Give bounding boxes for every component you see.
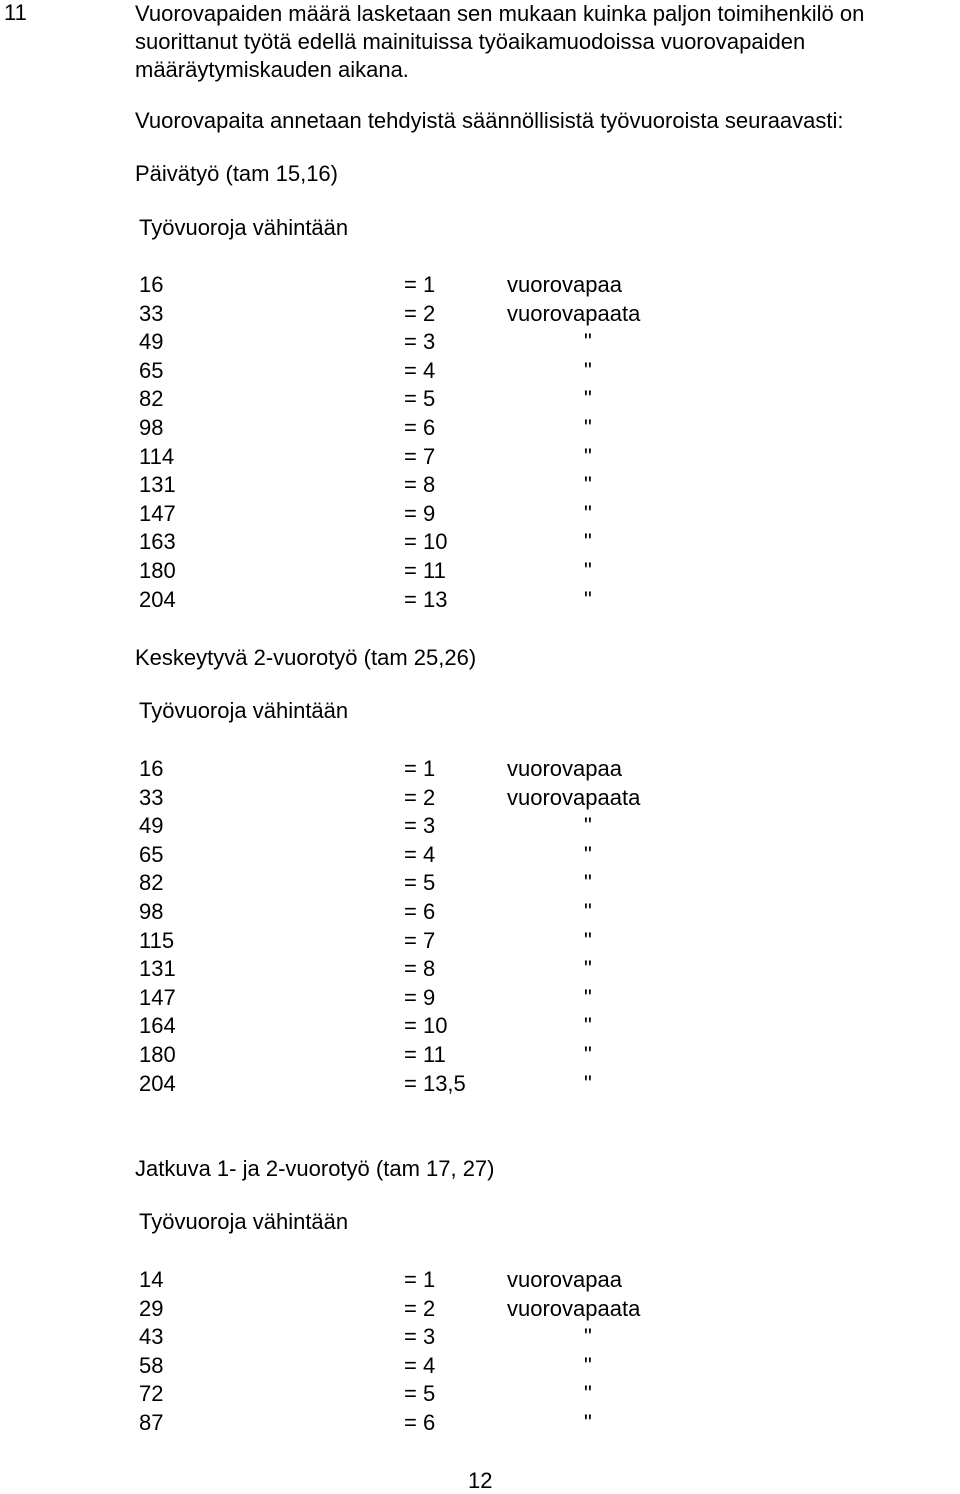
days-off-count: = 10 bbox=[404, 1013, 448, 1039]
ditto-mark: " bbox=[584, 1070, 592, 1096]
days-off-count: = 9 bbox=[404, 500, 436, 526]
ditto-mark: " bbox=[584, 558, 592, 583]
shift-count: 58 bbox=[139, 1352, 164, 1378]
days-off-count: = 11 bbox=[404, 558, 446, 583]
ditto-mark: " bbox=[584, 329, 592, 355]
block-subheading: Työvuoroja vähintään bbox=[139, 215, 349, 240]
unit-label: vuorovapaata bbox=[507, 784, 641, 810]
days-off-count: = 8 bbox=[404, 956, 436, 982]
page-number: 12 bbox=[468, 1468, 493, 1493]
ditto-mark: " bbox=[584, 841, 592, 867]
days-off-count: = 9 bbox=[404, 984, 436, 1010]
block-heading-day-work: Päivätyö (tam 15,16) bbox=[135, 161, 338, 186]
shift-count: 180 bbox=[139, 1042, 176, 1067]
ditto-mark: " bbox=[584, 386, 592, 412]
shift-count: 72 bbox=[139, 1381, 164, 1407]
days-off-count: = 8 bbox=[404, 472, 436, 498]
shift-count: 147 bbox=[139, 984, 176, 1010]
days-off-count: = 7 bbox=[404, 927, 436, 953]
ditto-mark: " bbox=[584, 1013, 592, 1039]
ditto-mark: " bbox=[584, 899, 592, 924]
ditto-mark: " bbox=[584, 415, 592, 440]
days-off-count: = 2 bbox=[404, 784, 436, 810]
unit-label: vuorovapaa bbox=[507, 756, 622, 781]
days-off-count: = 6 bbox=[404, 415, 436, 440]
ditto-mark: " bbox=[584, 956, 592, 982]
days-off-count: = 5 bbox=[404, 386, 436, 412]
block-subheading: Työvuoroja vähintään bbox=[139, 698, 349, 723]
days-off-count: = 10 bbox=[404, 529, 448, 555]
block-heading-interrupted-two-shift: Keskeytyvä 2-vuorotyö (tam 25,26) bbox=[135, 645, 477, 670]
shift-count: 65 bbox=[139, 841, 164, 867]
ditto-mark: " bbox=[584, 927, 592, 953]
shift-count: 115 bbox=[139, 927, 175, 953]
days-off-count: = 3 bbox=[404, 1324, 436, 1350]
shift-count: 180 bbox=[139, 558, 176, 583]
days-off-count: = 6 bbox=[404, 1410, 436, 1435]
shift-count: 163 bbox=[139, 529, 176, 555]
days-off-count: = 6 bbox=[404, 899, 436, 924]
shift-count: 131 bbox=[139, 472, 176, 498]
days-off-count: = 11 bbox=[404, 1042, 446, 1067]
ditto-mark: " bbox=[584, 1381, 592, 1407]
ditto-mark: " bbox=[584, 500, 592, 526]
days-off-count: = 4 bbox=[404, 841, 436, 867]
days-off-count: = 5 bbox=[404, 870, 436, 896]
ditto-mark: " bbox=[584, 870, 592, 896]
shift-count: 204 bbox=[139, 586, 176, 612]
days-off-count: = 3 bbox=[404, 329, 436, 355]
shift-count: 82 bbox=[139, 870, 164, 896]
days-off-count: = 3 bbox=[404, 813, 436, 839]
shift-count: 131 bbox=[139, 956, 176, 982]
shift-count: 204 bbox=[139, 1070, 176, 1096]
shift-count: 33 bbox=[139, 300, 164, 326]
days-off-count: = 7 bbox=[404, 443, 436, 469]
unit-label: vuorovapaata bbox=[507, 1295, 641, 1321]
days-off-count: = 2 bbox=[404, 1295, 436, 1321]
lead-sentence: Vuorovapaita annetaan tehdyistä säännöllisistä työvuoroista seuraavasti: bbox=[135, 108, 844, 133]
ditto-mark: " bbox=[584, 1324, 592, 1350]
shift-count: 82 bbox=[139, 386, 164, 412]
shift-count: 49 bbox=[139, 813, 164, 839]
ditto-mark: " bbox=[584, 1410, 592, 1435]
shift-count: 98 bbox=[139, 415, 164, 440]
ditto-mark: " bbox=[584, 984, 592, 1010]
days-off-count: = 1 bbox=[404, 1267, 436, 1292]
shift-count: 16 bbox=[139, 272, 164, 297]
ditto-mark: " bbox=[584, 357, 592, 383]
ditto-mark: " bbox=[584, 529, 592, 555]
days-off-count: = 4 bbox=[404, 357, 436, 383]
shift-count: 43 bbox=[139, 1324, 164, 1350]
days-off-count: = 13,5 bbox=[404, 1070, 466, 1096]
days-off-count: = 1 bbox=[404, 756, 436, 781]
ditto-mark: " bbox=[584, 472, 592, 498]
unit-label: vuorovapaata bbox=[507, 300, 641, 326]
shift-count: 87 bbox=[139, 1410, 164, 1435]
days-off-count: = 13 bbox=[404, 586, 448, 612]
days-off-count: = 1 bbox=[404, 272, 436, 297]
section-number: 11 bbox=[4, 0, 27, 25]
unit-label: vuorovapaa bbox=[507, 1267, 622, 1292]
shift-count: 14 bbox=[139, 1267, 164, 1292]
ditto-mark: " bbox=[584, 586, 592, 612]
days-off-count: = 2 bbox=[404, 300, 436, 326]
shift-count: 114 bbox=[139, 443, 175, 469]
shift-count: 164 bbox=[139, 1013, 176, 1039]
shift-count: 49 bbox=[139, 329, 164, 355]
shift-count: 33 bbox=[139, 784, 164, 810]
ditto-mark: " bbox=[584, 443, 592, 469]
shift-count: 29 bbox=[139, 1295, 164, 1321]
shift-count: 98 bbox=[139, 899, 164, 924]
block-subheading: Työvuoroja vähintään bbox=[139, 1209, 349, 1234]
ditto-mark: " bbox=[584, 1352, 592, 1378]
intro-paragraph: Vuorovapaiden määrä lasketaan sen mukaan kuinka paljon toimihenkilö on suorittanut työtä edellä mainituissa työaikamuodoissa vuorovapaiden määräytymiskauden aikana. bbox=[135, 1, 865, 82]
days-off-count: = 5 bbox=[404, 1381, 436, 1407]
ditto-mark: " bbox=[584, 813, 592, 839]
block-heading-continuous-shift: Jatkuva 1- ja 2-vuorotyö (tam 17, 27) bbox=[135, 1156, 495, 1181]
unit-label: vuorovapaa bbox=[507, 272, 622, 297]
shift-count: 65 bbox=[139, 357, 164, 383]
shift-count: 147 bbox=[139, 500, 176, 526]
ditto-mark: " bbox=[584, 1042, 592, 1067]
shift-count: 16 bbox=[139, 756, 164, 781]
days-off-count: = 4 bbox=[404, 1352, 436, 1378]
